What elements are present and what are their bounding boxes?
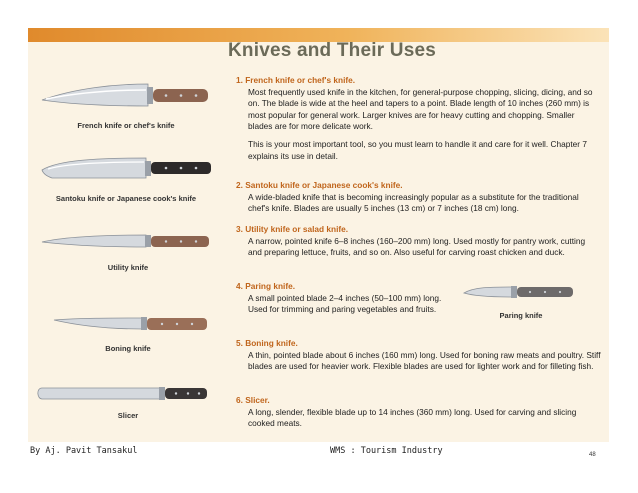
list-item-boning — [236, 338, 601, 373]
item-body: A narrow, pointed knife 6–8 inches (160–200 mm) long. Used mostly for pantry work, cutting and preparing lettuce, fruits, and so on. Also useful for carving roast chicken and duck. — [248, 235, 586, 258]
boning-knife-image — [50, 314, 220, 334]
footer-author: By Aj. Pavit Tansakul — [30, 446, 138, 456]
item-body: A small pointed blade 2–4 inches (50–100 mm) long. Used for trimming and paring vegetables and fruits. — [248, 292, 442, 315]
slicer-caption: Slicer — [117, 411, 139, 420]
footer-course: WMS : Tourism Industry — [330, 446, 443, 456]
item-heading: Slicer. — [245, 395, 270, 405]
list-item-french-knife — [236, 75, 601, 162]
item-number: 1. — [236, 75, 243, 85]
list-item-santoku — [236, 180, 601, 215]
paring-knife-image — [460, 283, 578, 301]
utility-knife-image — [38, 231, 218, 251]
utility-knife-caption: Utility knife — [107, 263, 149, 272]
santoku-knife-image — [38, 156, 218, 182]
item-extra: This is your most important tool, so you must learn to handle it and care for it well. Chapter 7 explains its use in detail. — [248, 138, 587, 161]
item-number: 4. — [236, 281, 243, 291]
item-number: 3. — [236, 224, 243, 234]
item-number: 2. — [236, 180, 243, 190]
item-body: Most frequently used knife in the kitchen, for general-purpose chopping, slicing, dicing, and so on. The blade is wide at the heel and tapers to a point. Blade length of 10 inches (260 mm) is most popular for general work. Larger knives are for heavy cutting and chopping. Smaller blades are for more delicate work. — [248, 86, 593, 132]
item-heading: Santoku knife or Japanese cook's knife. — [245, 180, 403, 190]
slicer-knife-image — [34, 385, 212, 403]
french-knife-image — [36, 78, 216, 112]
list-item-paring — [236, 281, 451, 316]
item-heading: French knife or chef's knife. — [245, 75, 356, 85]
item-number: 6. — [236, 395, 243, 405]
french-knife-caption: French knife or chef's knife — [77, 121, 175, 130]
item-body: A thin, pointed blade about 6 inches (160 mm) long. Used for boning raw meats and poultry. Stiff blades are used for heavier work. Flexible blades are used for lighter work and for filleting fish. — [248, 349, 601, 372]
item-number: 5. — [236, 338, 243, 348]
page-title: Knives and Their Uses — [228, 40, 436, 61]
item-heading: Paring knife. — [245, 281, 296, 291]
paring-knife-caption: Paring knife — [499, 311, 543, 320]
list-item-slicer — [236, 395, 601, 430]
textbook-page — [28, 28, 609, 442]
item-body: A long, slender, flexible blade up to 14 inches (360 mm) long. Used for carving and slicing cooked meats. — [248, 406, 577, 429]
page-number: 48 — [589, 452, 596, 458]
item-heading: Boning knife. — [245, 338, 298, 348]
list-item-utility — [236, 224, 601, 259]
santoku-knife-caption: Santoku knife or Japanese cook's knife — [55, 194, 197, 203]
item-heading: Utility knife or salad knife. — [245, 224, 349, 234]
item-body: A wide-bladed knife that is becoming increasingly popular as a substitute for the traditional chef's knife. Blades are usually 5 inches (13 cm) or 7 inches (18 cm) long. — [248, 191, 579, 214]
boning-knife-caption: Boning knife — [105, 344, 151, 353]
